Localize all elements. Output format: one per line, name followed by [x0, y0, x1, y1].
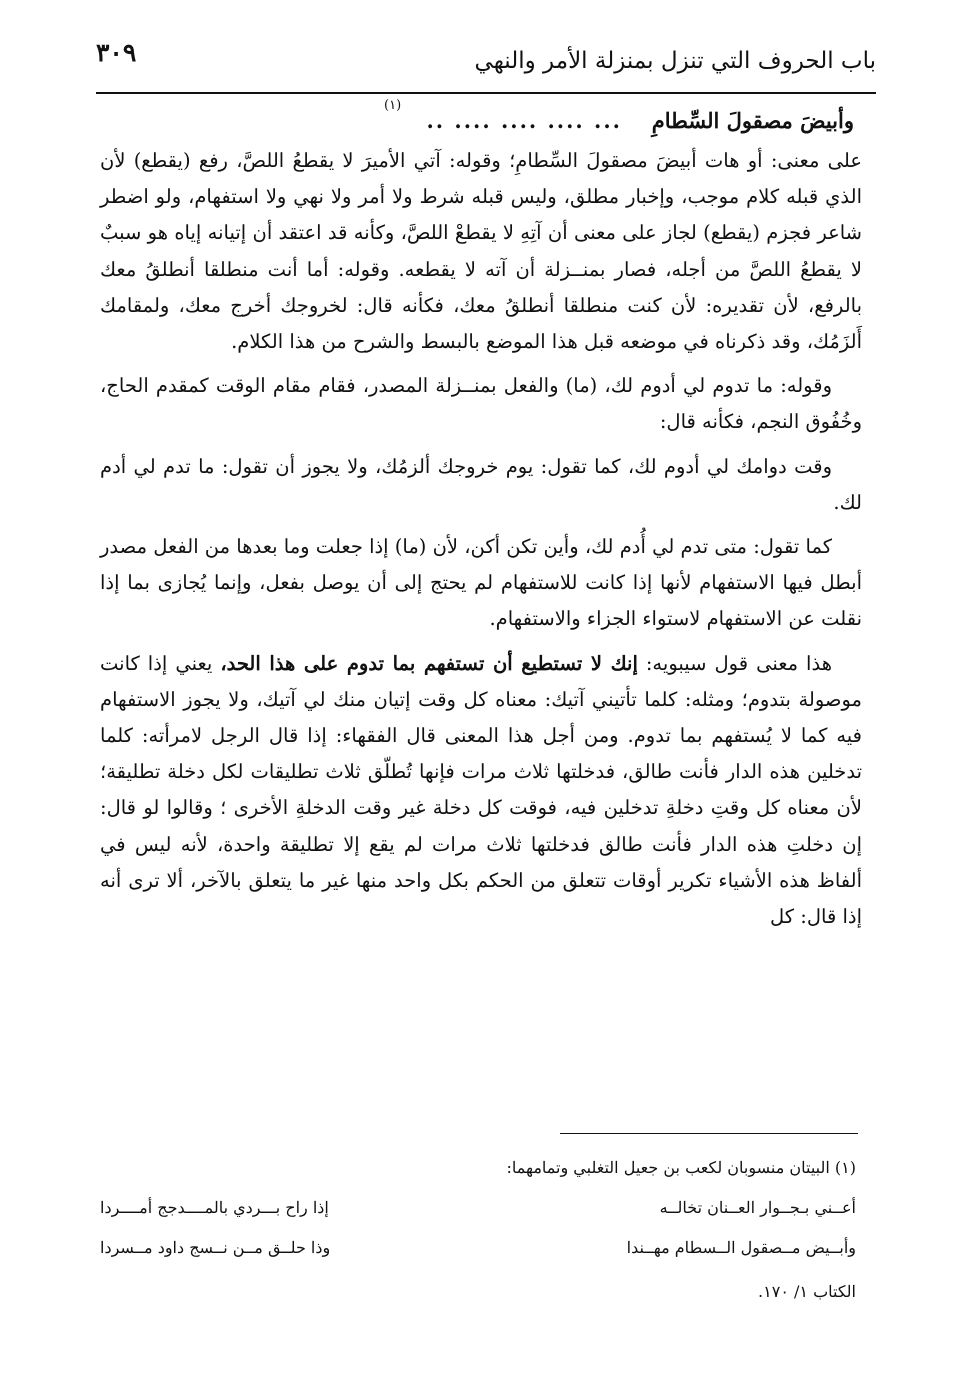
verse-text: وأبيضَ مصقولَ السِّطامِ — [651, 108, 854, 133]
chapter-title: باب الحروف التي تنزل بمنزلة الأمر والنهي — [474, 48, 876, 74]
paragraph-4: كما تقول: متى تدم لي أُدم لك، وأين تكن أكن، لأن (ما) إذا جعلت وما بعدها من الفعل مصدر أبطل فيها الاستفهام لأنها إذا كانت للاستفهام لم يحتج إلى أن يوصل بفعل، وإنما يُجازى بما إذا نقلت عن الاستفهام لاستواء الجزاء والاستفهام. — [100, 535, 862, 631]
verse-1-first-hemistich: أعــني بـجــوار العــنان تخالــه — [659, 1198, 856, 1217]
sibawayh-quote: إنك لا تستطيع أن تستفهم بما تدوم على هذا الحد، — [220, 651, 638, 675]
verse-2-second-hemistich: وذا حلــق مــن نــسج داود مــسردا — [100, 1238, 331, 1257]
paragraph-2: وقوله: ما تدوم لي أدوم لك، (ما) والفعل بمنــزلة المصدر، فقام مقام الوقت كمقدم الحاج، وخُفُوق النجم، فكأنه قال: — [100, 374, 862, 434]
page-number: ٣٠٩ — [96, 38, 137, 67]
paragraph-5 — [100, 646, 862, 936]
footnote-1: (١) البيتان منسوبان لكعب بن جعيل التغلبي وتمامهما: — [506, 1158, 856, 1177]
paragraph-3: وقت دوامك لي أدوم لك، كما تقول: يوم خروجك ألزمُك، ولا يجوز أن تقول: ما تدم لي أدم لك. — [100, 454, 862, 514]
footnote-source: الكتاب ١/ ١٧٠. — [758, 1282, 856, 1301]
verse-ellipsis: ... .... .... .... .. — [426, 108, 622, 133]
paragraph-5-rest: يعني إذا كانت موصولة بتدوم؛ ومثله: كلما تأتيني آتيك: معناه كل وقت إتيان منك لي آتيك، ولا يجوز الاستفهام فيه كما لا يُستفهم بما تدوم. ومن أجل هذا المعنى قال الفقهاء: إذا قال الرجل لامرأته: كلما تدخلين هذه الدار فأنت طالق، فدخلتها ثلاث مرات فإنها تُطلّق ثلاث تطليقات لكل دخلة تطليقة؛ لأن معناه كل وقتِ دخلةِ تدخلين فيه، فوقت كل دخلة غير وقت الدخلةِ الأخرى ؛ وقالوا لو قال: إن دخلتِ هذه الدار فأنت طالق فدخلتها ثلاث مرات لم يقع إلا تطليقة واحدة، لأنه ليس في ألفاظ هذه الأشياء تكرير أوقات تتعلق من الحكم بكل واحد منها غير ما يتعلق بالآخر، ألا ترى أنه إذا قال: كل — [100, 651, 862, 929]
verse-2-first-hemistich: وأبــيض مــصقول الــسطام مهــندا — [626, 1238, 856, 1257]
footnote-marker: (١) — [384, 98, 402, 113]
header-divider — [96, 92, 876, 94]
footnote-verse-2 — [100, 1228, 856, 1268]
footnote-verse-1 — [100, 1188, 856, 1228]
paragraph-5-lead: هذا معنى قول سيبويه: — [637, 651, 832, 675]
footnote-divider — [560, 1133, 858, 1134]
poetry-verse — [294, 98, 854, 140]
page-header — [96, 34, 876, 90]
paragraph-1: على معنى: أو هات أبيضَ مصقولَ السِّطامِ؛ وقوله: آتي الأميرَ لا يقطعُ اللصَّ، رفع (يقطع) لأن الذي قبله كلام موجب، وإخبار مطلق، وليس قبله شرط ولا أمر ولا نهي ولا استفهام، ولو اضطر شاعر فجزم (يقطع) لجاز على معنى أن آتِهِ لا يقطعْ اللصَّ، وكأنه قد اعتقد أن إتيانه إياه هو سببٌ لا يقطعُ اللصَّ من أجله، فصار بمنــزلة أن آته لا يقطعه. وقوله: أما أنت منطلقا أنطلقُ معك بالرفع، لأن تقديره: لأن كنت منطلقا أنطلقُ معك، فكأنه قال: لخروجك أخرج معك، ولمقامك أَلزَمُك، وقد ذكرناه في موضعه قبل هذا الموضع بالبسط والشرح من هذا الكلام. — [100, 149, 862, 354]
footnotes — [100, 1148, 856, 1312]
verse-1-second-hemistich: إذا راح بـــردي بالمــــدجج أمــــردا — [100, 1198, 329, 1217]
body-text — [100, 143, 862, 943]
